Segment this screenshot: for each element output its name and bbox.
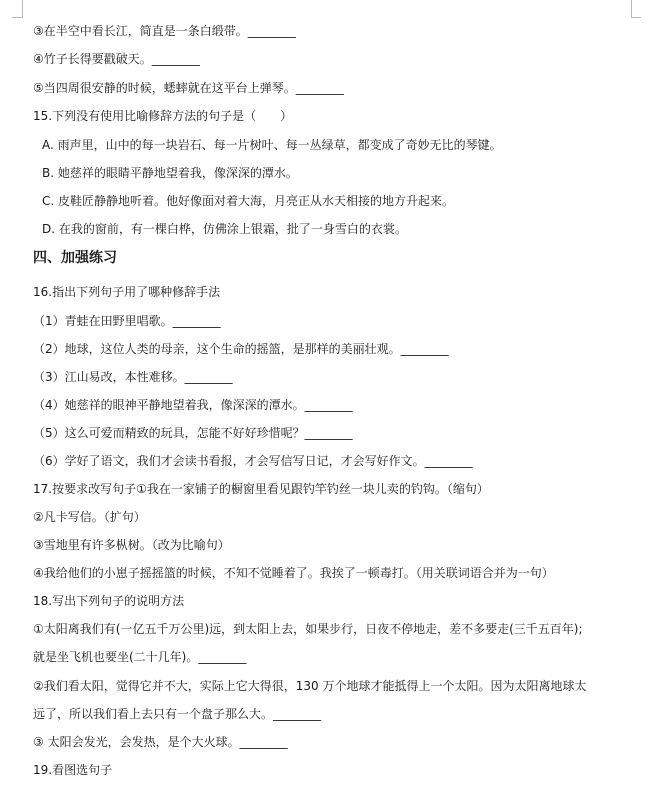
q15-option-b: B. 她慈祥的眼睛平静地望着我，像深深的潭水。 — [42, 166, 298, 180]
q17-item-3: ③雪地里有许多枞树。（改为比喻句） — [33, 538, 230, 552]
page-corner-mark-left-h — [12, 17, 22, 18]
q15-option-a: A. 雨声里，山中的每一块岩石、每一片树叶、每一丛绿草，都变成了奇妙无比的琴键。 — [42, 138, 502, 152]
page-corner-mark-left — [22, 0, 23, 18]
q15-option-d: D. 在我的窗前，有一棵白桦，仿佛涂上银霜，批了一身雪白的衣裳。 — [42, 222, 407, 236]
q17-item-4: ④我给他们的小崽子摇摇篮的时候，不知不觉睡着了。我挨了一顿毒打。（用关联词语合并为一句） — [33, 566, 554, 580]
q16-item-2: （2）地球，这位人类的母亲，这个生命的摇篮，是那样的美丽壮观。________ — [33, 342, 449, 356]
q15-option-c: C. 皮鞋匠静静地听着。他好像面对着大海，月亮正从水天相接的地方升起来。 — [42, 194, 455, 208]
q16-item-1: （1）青蛙在田野里唱歌。________ — [33, 314, 221, 328]
q18-item-3: ③ 太阳会发光，会发热，是个大火球。________ — [33, 735, 288, 749]
q18-item-2-line-2: 远了，所以我们看上去只有一个盘子那么大。________ — [33, 707, 322, 721]
q16-title: 16.指出下列句子用了哪种修辞手法 — [33, 285, 221, 299]
q16-item-6: （6）学好了语文，我们才会读书看报，才会写信写日记，才会写好作文。________ — [33, 454, 473, 468]
q14-item-3: ③在半空中看长江，简直是一条白缎带。________ — [33, 24, 296, 38]
page-corner-mark-right — [631, 0, 632, 18]
q14-item-4: ④竹子长得要戳破天。________ — [33, 52, 200, 66]
q14-item-5: ⑤当四周很安静的时候，蟋蟀就在这平台上弹琴。________ — [33, 81, 344, 95]
q17-item-1: 17.按要求改写句子①我在一家铺子的橱窗里看见跟钓竿钓丝一块儿卖的钓钩。（缩句） — [33, 482, 489, 496]
q19-title: 19.看图选句子 — [33, 763, 113, 777]
q17-item-2: ②凡卡写信。（扩句） — [33, 510, 146, 524]
q18-item-1-line-2: 就是坐飞机也要坐(二十几年)。________ — [33, 650, 247, 664]
q16-item-4: （4）她慈祥的眼神平静地望着我，像深深的潭水。________ — [33, 398, 353, 412]
q18-title: 18.写出下列句子的说明方法 — [33, 594, 185, 608]
q18-item-2-line-1: ②我们看太阳，觉得它并不大，实际上它大得很，130 万个地球才能抵得上一个太阳。因为太阳离地球太 — [33, 679, 587, 693]
q16-item-5: （5）这么可爱而精致的玩具，怎能不好好珍惜呢？________ — [33, 426, 353, 440]
q15-title: 15.下列没有使用比喻修辞方法的句子是（ ） — [33, 109, 293, 123]
q16-item-3: （3）江山易改，本性难移。________ — [33, 370, 233, 384]
q18-item-1-line-1: ①太阳离我们有(一亿五千万公里)远，到太阳上去，如果步行，日夜不停地走，差不多要走(三千五百年); — [33, 622, 583, 636]
section-heading: 四、加强练习 — [33, 250, 117, 266]
page-corner-mark-right-h — [631, 17, 641, 18]
